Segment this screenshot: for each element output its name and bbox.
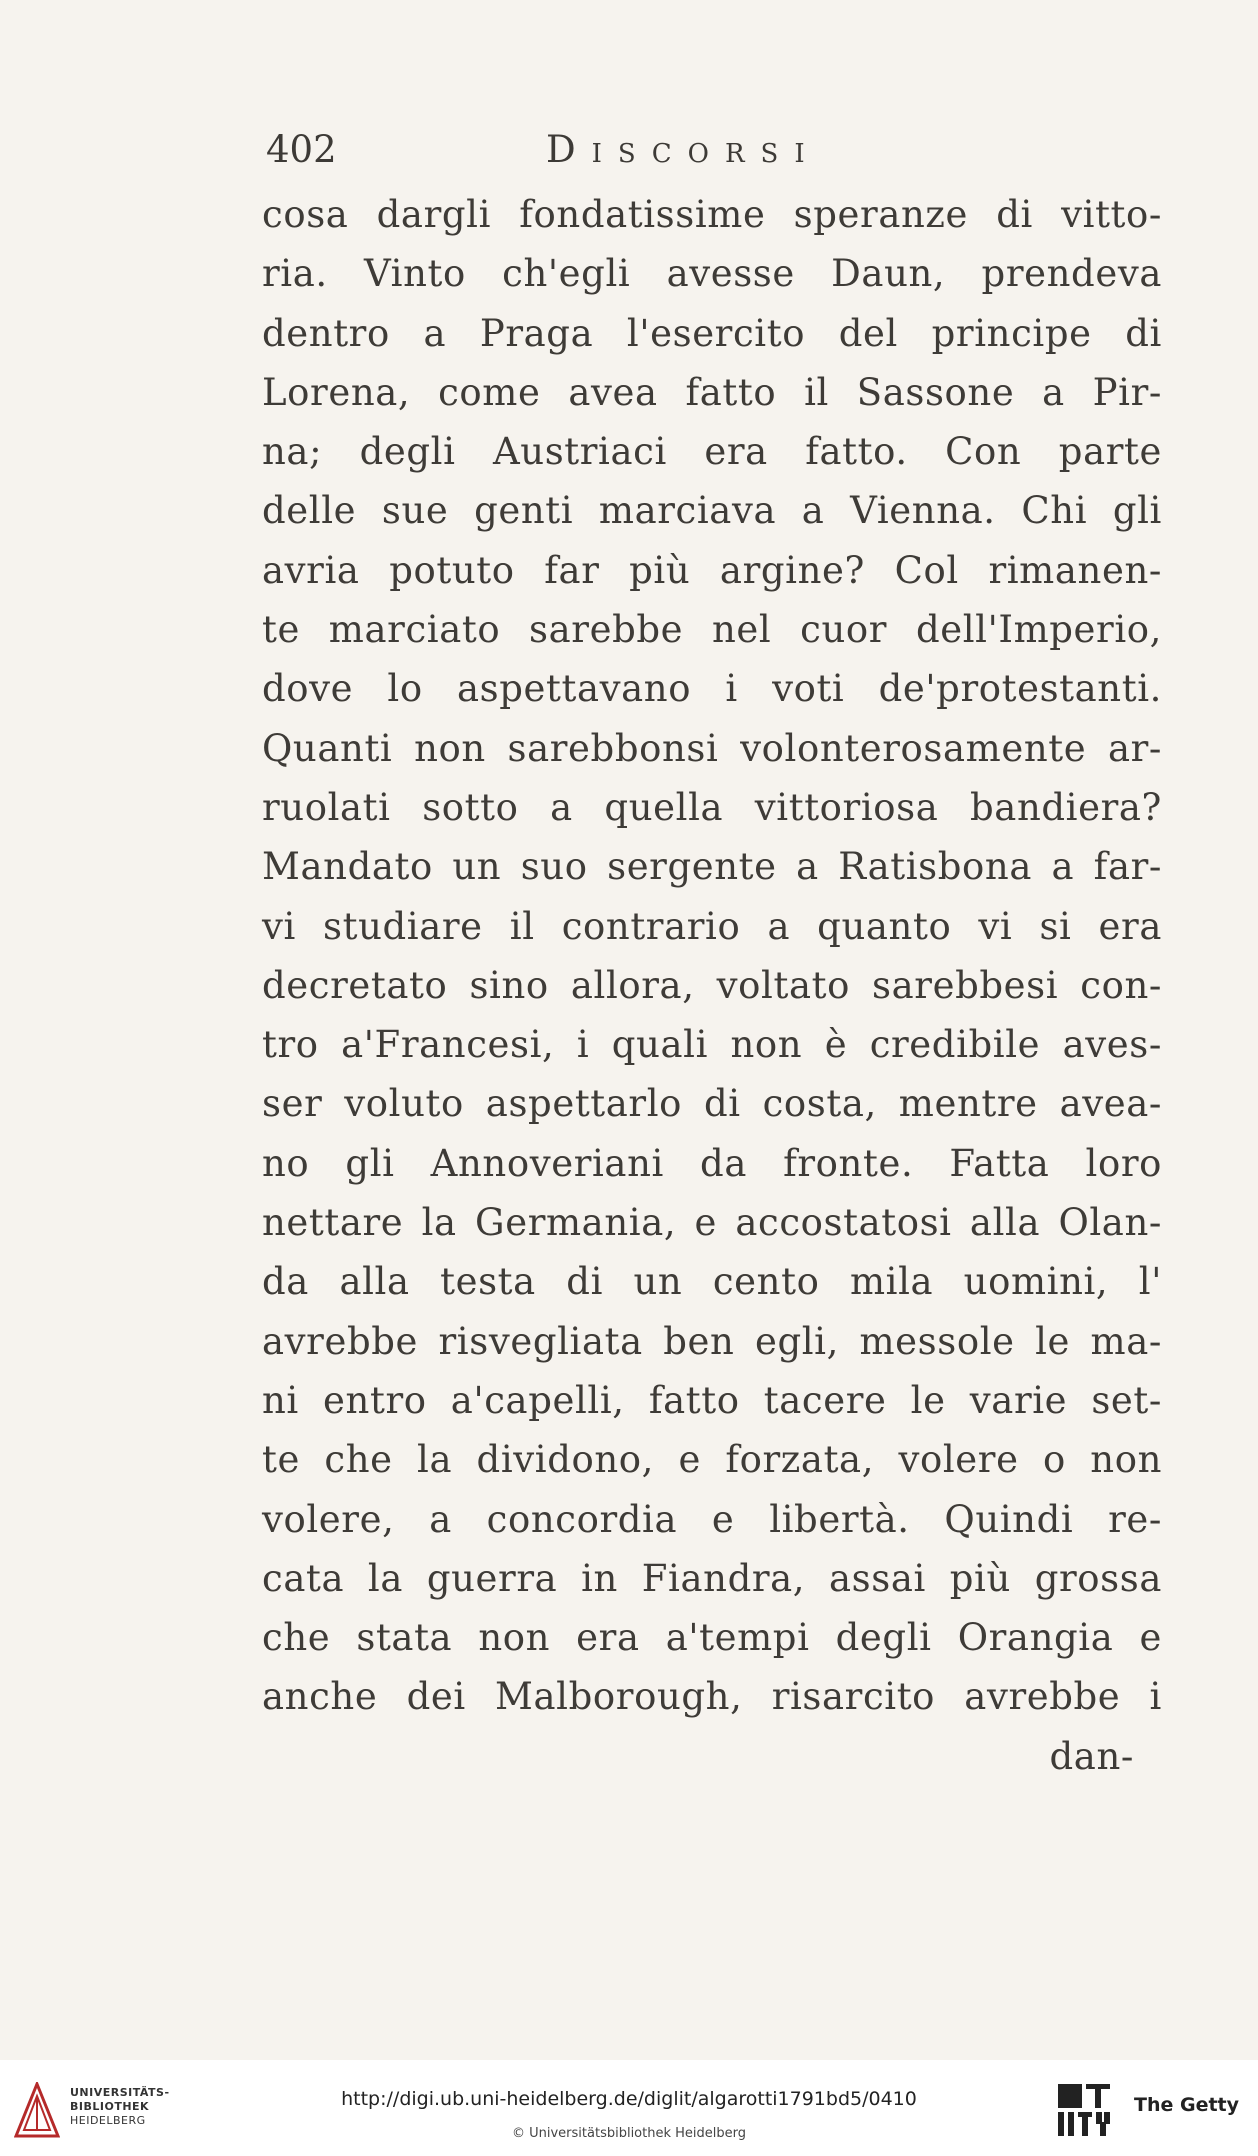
text-line: delle sue genti marciava a Vienna. Chi gli: [262, 489, 1162, 533]
text-line: vi studiare il contrario a quanto vi si era: [262, 904, 1162, 948]
text-line: cosa dargli fondatissime speranze di vitto-: [262, 193, 1162, 236]
getty-logo-icon: [1056, 2080, 1116, 2140]
text-line: ruolati sotto a quella vittoriosa bandiera?: [262, 785, 1162, 829]
text-line: ni entro a'capelli, fatto tacere le varie set-: [262, 1378, 1162, 1422]
text-line: Quanti non sarebbonsi volonterosamente ar-: [262, 726, 1162, 770]
running-head: [266, 128, 906, 188]
text-line: che stata non era a'tempi degli Orangia e: [262, 1616, 1162, 1660]
text-line: na; degli Austriaci era fatto. Con parte: [262, 430, 1162, 474]
section-title: Discorsi: [546, 128, 821, 171]
text-line: Lorena, come avea fatto il Sassone a Pir-: [262, 370, 1162, 414]
text-line: dove lo aspettavano i voti de'protestanti.: [262, 667, 1162, 711]
text-line: ria. Vinto ch'egli avesse Daun, prendeva: [262, 252, 1162, 296]
text-line: nettare la Germania, e accostatosi alla Olan-: [262, 1201, 1162, 1245]
text-line: te che la dividono, e forzata, volere o non: [262, 1438, 1162, 1482]
text-line: no gli Annoveriani da fronte. Fatta loro: [262, 1141, 1162, 1185]
partner-name: The Getty: [1134, 2094, 1240, 2116]
library-name: UNIVERSITÄTS- BIBLIOTHEK HEIDELBERG: [70, 2086, 170, 2127]
text-line: te marciato sarebbe nel cuor dell'Imperio,: [262, 608, 1162, 652]
text-line: volere, a concordia e libertà. Quindi re-: [262, 1497, 1162, 1541]
text-line: Mandato un suo sergente a Ratisbona a far-: [262, 845, 1162, 889]
text-line: decretato sino allora, voltato sarebbesi con-: [262, 963, 1162, 1007]
text-line: avria potuto far più argine? Col rimanen-: [262, 548, 1162, 592]
text-line: anche dei Malborough, risarcito avrebbe i: [262, 1675, 1162, 1719]
text-line: cata la guerra in Fiandra, assai più grossa: [262, 1556, 1162, 1600]
body-text: [262, 185, 1162, 1786]
text-line: avrebbe risvegliata ben egli, messole le ma-: [262, 1319, 1162, 1363]
permalink-url[interactable]: http://digi.ub.uni-heidelberg.de/diglit/algarotti1791bd5/0410: [341, 2088, 917, 2110]
text-line: da alla testa di un cento mila uomini, l': [262, 1260, 1162, 1304]
text-line: ser voluto aspettarlo di costa, mentre avea-: [262, 1082, 1162, 1126]
text-line: dentro a Praga l'esercito del principe di: [262, 311, 1162, 355]
text-line: tro a'Francesi, i quali non è credibile aves-: [262, 1023, 1162, 1067]
catchword: dan-: [1049, 1734, 1134, 1778]
viewer-footer: [0, 2060, 1258, 2156]
page-number: 402: [266, 128, 337, 171]
copyright-notice: © Universitätsbibliothek Heidelberg: [511, 2126, 746, 2141]
